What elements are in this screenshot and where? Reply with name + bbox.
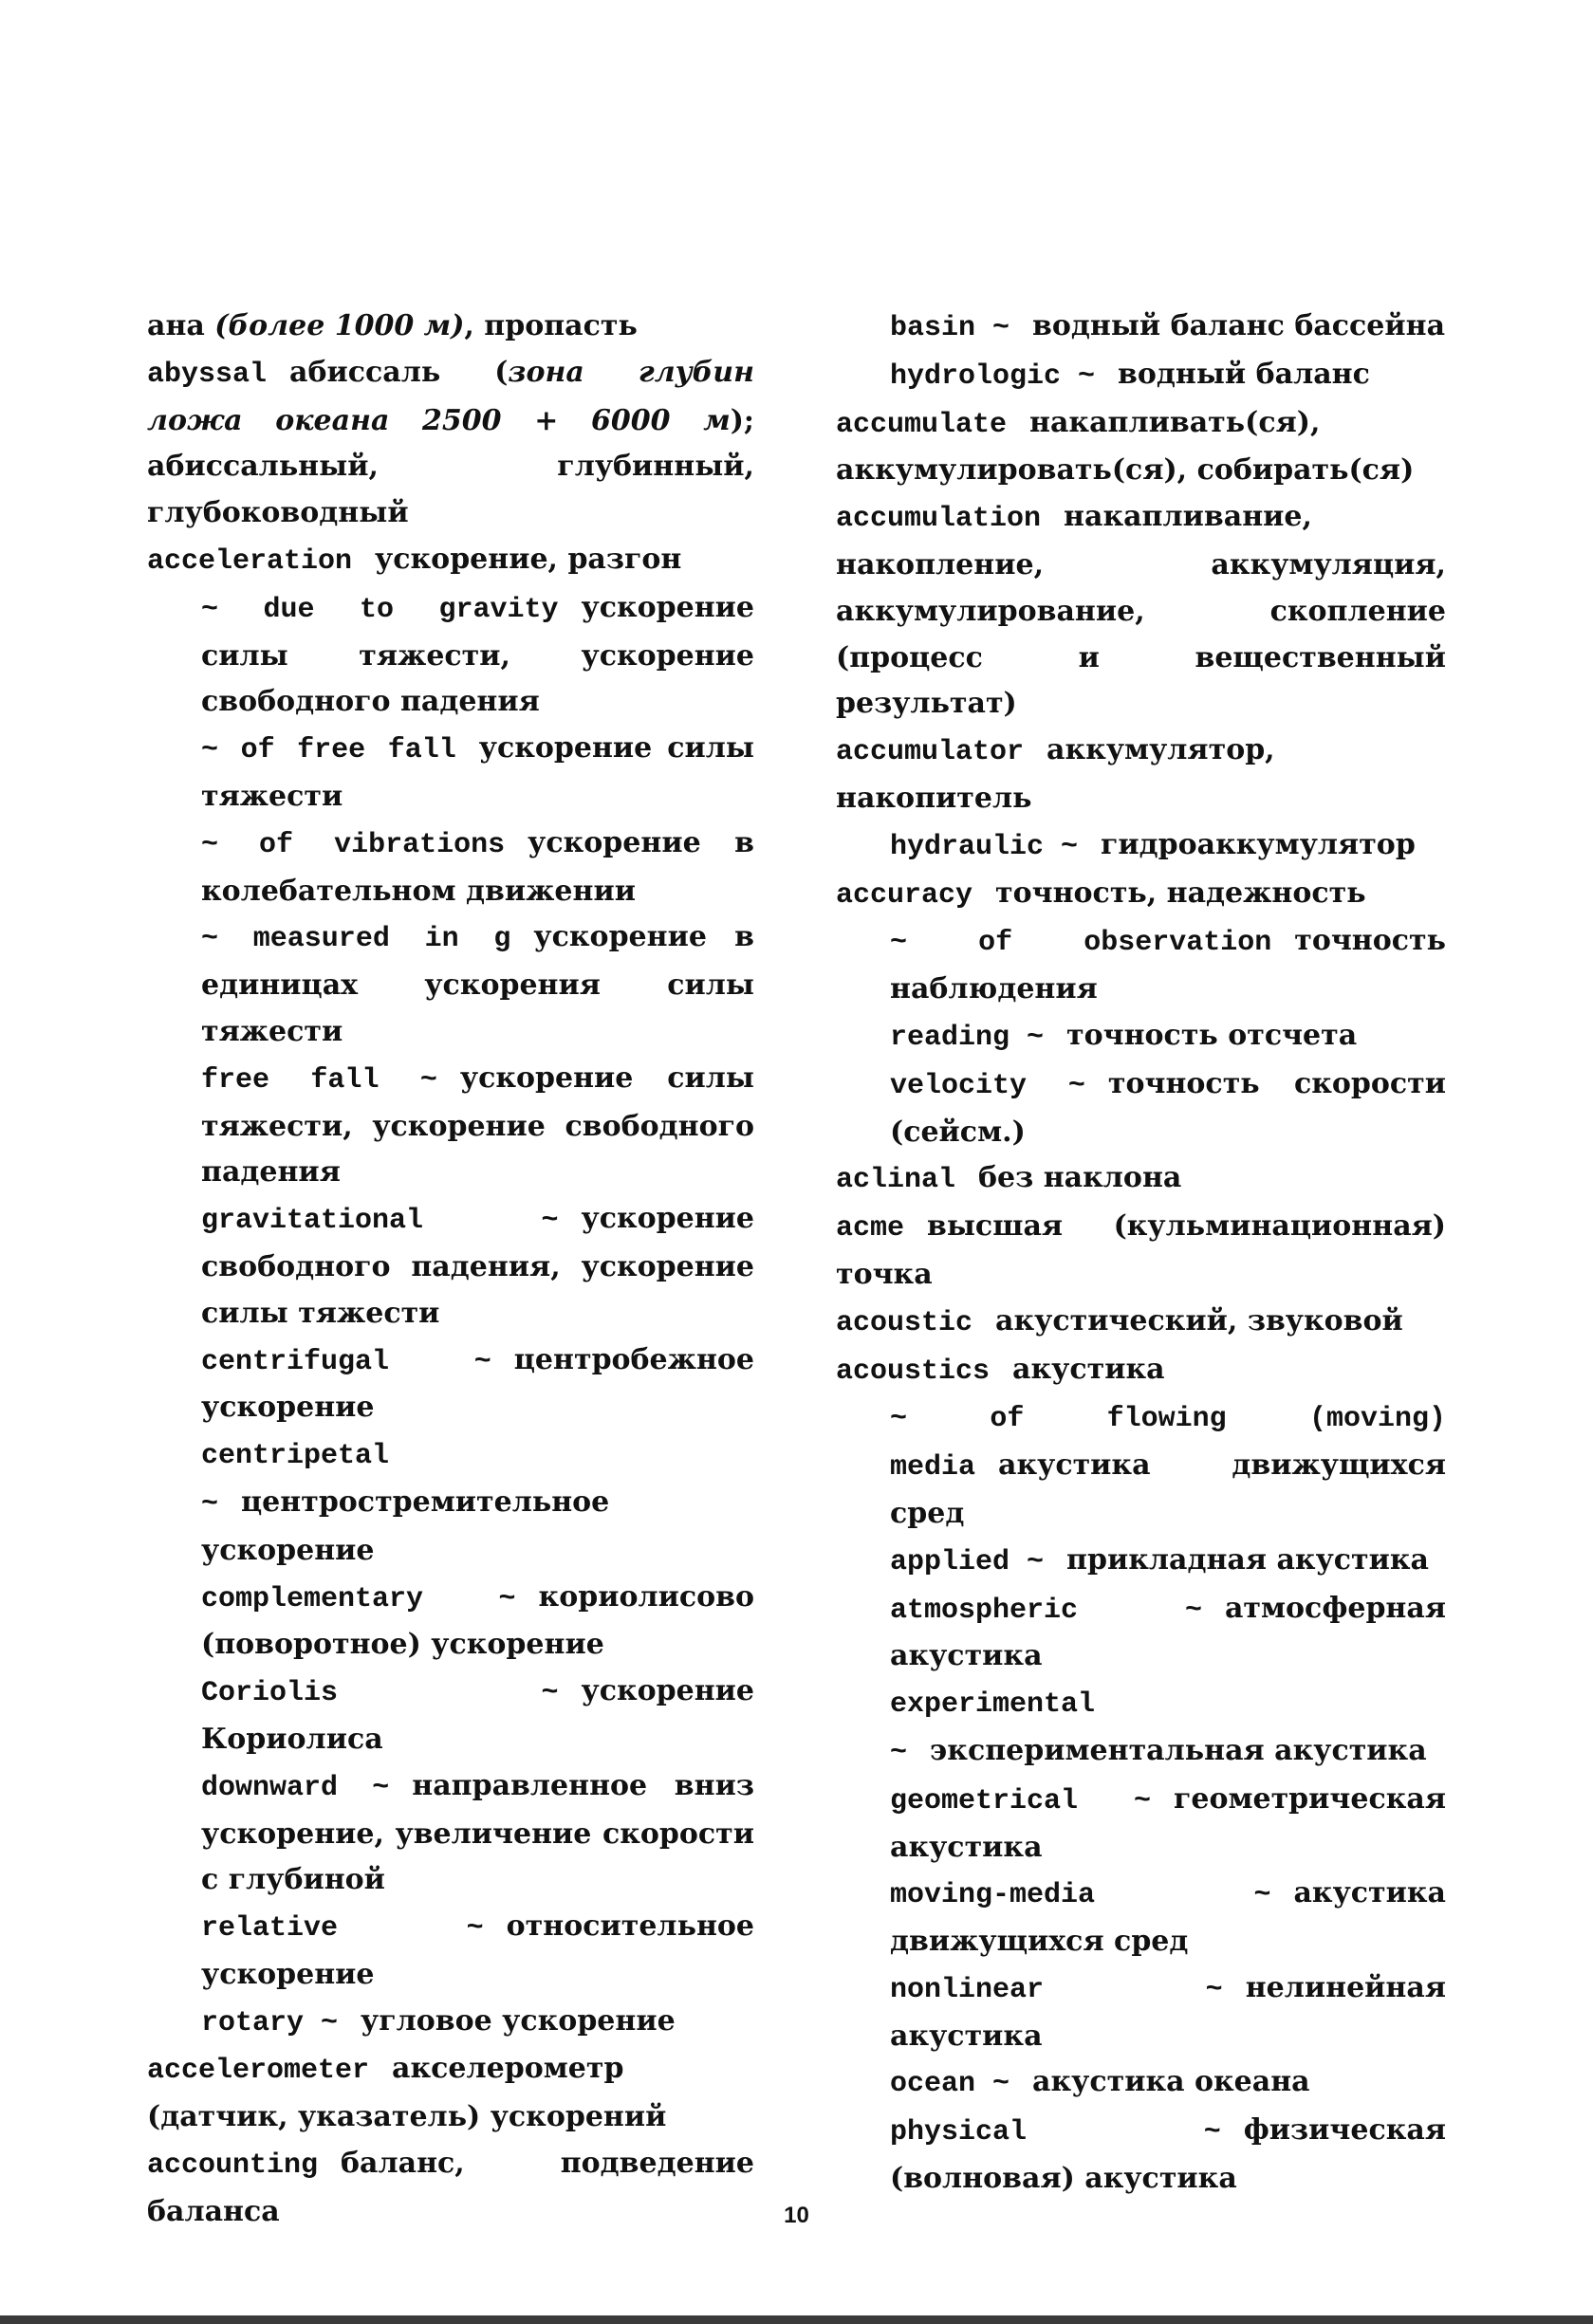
entry-definition: акустика xyxy=(1012,1352,1165,1386)
dictionary-entry xyxy=(147,2046,754,2141)
entry-definition: направленное вниз ускорение, увеличение скорости с глубиной xyxy=(201,1768,755,1897)
entry-definition: точность, надежность xyxy=(995,876,1366,910)
dictionary-subentry xyxy=(147,1196,754,1337)
entry-headword: ~ due to gravity xyxy=(201,593,559,626)
entry-headword: free fall ~ xyxy=(201,1063,437,1097)
entry-definition: точность отсчета xyxy=(1066,1018,1358,1052)
entry-headword: accounting xyxy=(147,2149,319,2183)
entry-headword: aclinal xyxy=(836,1164,956,1197)
entry-headword: ~ of observation xyxy=(890,927,1272,960)
entry-headword: acceleration xyxy=(147,544,353,578)
entry-definition: акустический, звуковой xyxy=(995,1303,1403,1337)
entry-headword: acoustics xyxy=(836,1355,991,1388)
entry-headword: applied ~ xyxy=(890,1545,1045,1578)
entry-headword: physical ~ xyxy=(890,2116,1221,2149)
dictionary-subentry xyxy=(147,1056,754,1196)
entry-note: зона глубин ложа океана 2500 + 6000 м xyxy=(147,355,754,437)
entry-headword: acoustic xyxy=(836,1306,973,1339)
entry-headword: relative ~ xyxy=(201,1912,484,1946)
dictionary-entry xyxy=(147,350,754,537)
entry-headword: accelerometer xyxy=(147,2055,370,2088)
dictionary-entry xyxy=(836,871,1446,919)
entry-definition: экспериментальная акустика xyxy=(930,1733,1427,1767)
dictionary-subentry xyxy=(836,918,1446,1013)
entry-definition: ускорение в единицах ускорения силы тяжести xyxy=(201,920,755,1048)
entry-definition: геометрическая акустика xyxy=(890,1781,1446,1864)
entry-definition: акустика движущихся сред xyxy=(890,1448,1446,1530)
entry-definition: ана xyxy=(147,309,215,342)
entry-headword: ~ measured in g xyxy=(201,923,511,956)
entry-headword: centrifugal ~ xyxy=(201,1345,491,1378)
entry-headword: rotary ~ xyxy=(201,2006,339,2039)
entry-definition: накапливание, накопление, аккумуляция, аккумулирование, скопление (процесс и вещественный результат) xyxy=(836,500,1446,721)
entry-definition: точность скорости (сейсм.) xyxy=(890,1066,1446,1149)
dictionary-subentry xyxy=(147,585,754,726)
entry-definition: накапливать(ся), аккумулировать(ся), собирать(ся) xyxy=(836,405,1415,488)
scan-edge-divider xyxy=(0,2315,1593,2324)
entry-headword: atmospheric ~ xyxy=(890,1594,1202,1627)
entry-definition: водный баланс бассейна xyxy=(1032,309,1446,342)
dictionary-subentry xyxy=(147,1904,754,1999)
entry-note: (более 1000 м) xyxy=(214,309,465,342)
entry-headword: centripetal ~ xyxy=(201,1440,390,1521)
entry-definition: прикладная акустика xyxy=(1066,1542,1429,1577)
dictionary-entry xyxy=(836,728,1446,822)
entry-definition: ускорение, разгон xyxy=(375,542,682,576)
entry-definition: кориолисово (поворотное) ускорение xyxy=(201,1579,754,1662)
dictionary-entry xyxy=(836,1347,1446,1395)
entry-definition: центробежное ускорение xyxy=(201,1342,754,1425)
entry-definition: без наклона xyxy=(978,1161,1182,1195)
entry-headword: abyssal xyxy=(147,358,268,391)
entry-headword: hydraulic ~ xyxy=(890,830,1079,863)
entry-definition: физическая (волновая) акустика xyxy=(890,2113,1446,2196)
dictionary-subentry xyxy=(836,1871,1446,1965)
dictionary-subentry xyxy=(836,1586,1446,1681)
dictionary-subentry xyxy=(836,1538,1446,1586)
entry-definition: акустика движущихся сред xyxy=(890,1876,1446,1959)
entry-definition: ускорение силы тяжести, ускорение свободного падения xyxy=(201,590,754,719)
entry-definition: акустика океана xyxy=(1032,2065,1310,2099)
entry-definition: ускорение Кориолиса xyxy=(201,1674,754,1756)
entry-headword: accumulator xyxy=(836,736,1025,769)
entry-definition: баланс, подведение баланса xyxy=(147,2147,754,2228)
dictionary-subentry xyxy=(147,1431,754,1574)
dictionary-subentry xyxy=(836,822,1446,871)
dictionary-subentry xyxy=(147,914,754,1055)
dictionary-subentry xyxy=(147,1763,754,1904)
entry-definition: атмосферная акустика xyxy=(890,1591,1446,1673)
entry-definition-cont: , пропасть xyxy=(464,309,638,342)
entry-headword: basin ~ xyxy=(890,312,1010,344)
dictionary-subentry xyxy=(836,1394,1446,1537)
entry-headword: nonlinear ~ xyxy=(890,1973,1223,2006)
dictionary-entry xyxy=(147,537,754,585)
entry-headword: ~ of free fall xyxy=(201,734,456,767)
entry-headword: moving-media ~ xyxy=(890,1879,1271,1912)
dictionary-entry xyxy=(836,1299,1446,1347)
dictionary-subentry xyxy=(836,1680,1446,1777)
entry-headword: ~ of vibrations xyxy=(201,828,506,861)
entry-headword: accuracy xyxy=(836,878,973,912)
dictionary-entry xyxy=(836,1155,1446,1204)
dictionary-subentry xyxy=(836,304,1446,352)
entry-headword: acme xyxy=(836,1212,905,1245)
entry-definition: водный баланс xyxy=(1118,357,1370,391)
dictionary-entry xyxy=(836,1204,1446,1299)
entry-definition: ускорение силы тяжести, ускорение свободного падения xyxy=(201,1061,754,1190)
entry-definition: акселерометр (датчик, указатель) ускорений xyxy=(147,2052,667,2134)
dictionary-subentry xyxy=(147,1575,754,1669)
dictionary-subentry xyxy=(836,1965,1446,2060)
entry-headword: velocity ~ xyxy=(890,1069,1085,1102)
dictionary-subentry xyxy=(836,1777,1446,1872)
entry-definition: ускорение в колебательном движении xyxy=(201,825,755,908)
dictionary-subentry xyxy=(147,1669,754,1763)
left-column xyxy=(147,304,754,2236)
entry-definition: высшая (кульминационная) точка xyxy=(836,1209,1446,1291)
entry-headword: reading ~ xyxy=(890,1021,1045,1054)
page-number: 10 xyxy=(784,2203,809,2228)
entry-headword: Coriolis ~ xyxy=(201,1677,559,1710)
dictionary-entry xyxy=(147,304,754,350)
dictionary-subentry xyxy=(147,1999,754,2047)
entry-headword: ocean ~ xyxy=(890,2068,1010,2101)
entry-headword: complementary ~ xyxy=(201,1582,516,1615)
dictionary-entry xyxy=(836,494,1446,728)
dictionary-subentry xyxy=(147,1337,754,1432)
dictionary-subentry xyxy=(836,1061,1446,1156)
entry-headword: experimental ~ xyxy=(890,1688,1096,1769)
entry-definition: центростремительное ускорение xyxy=(201,1485,610,1567)
entry-headword: gravitational ~ xyxy=(201,1205,559,1238)
entry-headword: geometrical ~ xyxy=(890,1784,1151,1817)
dictionary-subentry xyxy=(836,2059,1446,2108)
entry-definition: гидроаккумулятор xyxy=(1101,827,1416,861)
dictionary-entry xyxy=(836,400,1446,495)
entry-definition: нелинейная акустика xyxy=(890,1970,1446,2053)
right-column xyxy=(836,304,1446,2203)
entry-definition: аккумулятор, накопитель xyxy=(836,733,1275,815)
entry-headword: ~ of flowing (moving) media xyxy=(890,1403,1446,1485)
dictionary-subentry xyxy=(836,1013,1446,1061)
entry-definition: относительное ускорение xyxy=(201,1909,754,1991)
dictionary-subentry xyxy=(836,2108,1446,2203)
entry-definition-cont: ); абиссальный, глубинный, глубоководный xyxy=(147,403,754,530)
entry-definition: ускорение свободного падения, ускорение силы тяжести xyxy=(201,1202,754,1330)
entry-headword: accumulate xyxy=(836,408,1008,441)
entry-headword: downward ~ xyxy=(201,1771,390,1804)
dictionary-subentry xyxy=(147,726,754,821)
entry-definition: абиссаль ( xyxy=(289,355,509,389)
dictionary-subentry xyxy=(147,821,754,915)
entry-definition: угловое ускорение xyxy=(361,2003,676,2038)
entry-headword: accumulation xyxy=(836,503,1042,536)
entry-definition: ускорение силы тяжести xyxy=(201,731,754,813)
entry-headword: hydrologic ~ xyxy=(890,360,1096,393)
dictionary-subentry xyxy=(836,352,1446,400)
entry-definition: точность наблюдения xyxy=(890,924,1446,1006)
